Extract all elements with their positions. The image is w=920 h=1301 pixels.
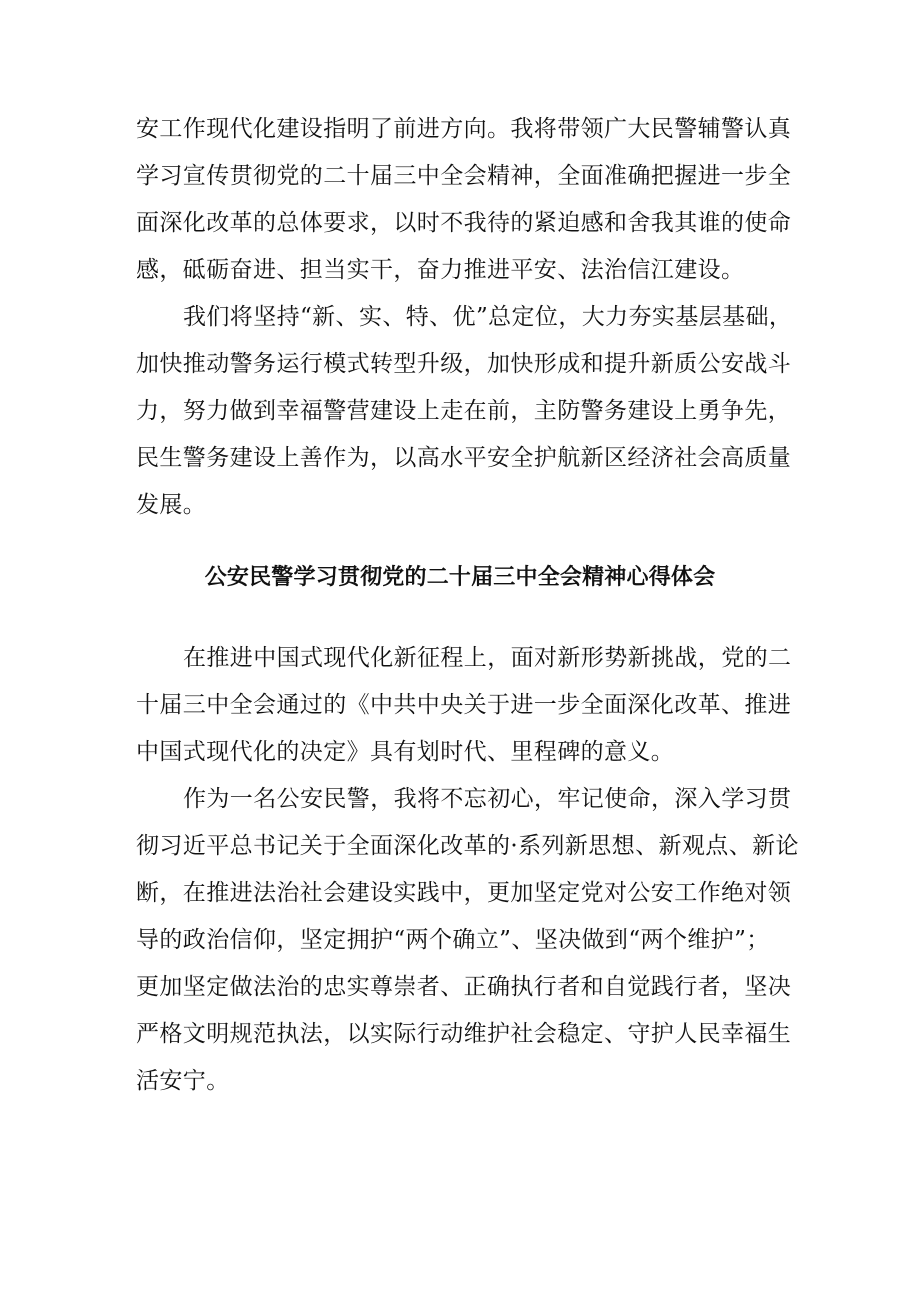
paragraph-line: 中国式现代化的决定》具有划时代、里程碑的意义。 xyxy=(136,739,675,765)
paragraph-line: 活安宁。 xyxy=(136,1068,230,1094)
fourth-paragraph xyxy=(136,776,799,1105)
paragraph-line: 面深化改革的总体要求，以时不我待的紧迫感和舍我其谁的使命 xyxy=(136,210,792,236)
paragraph-line: 民生警务建设上善作为，以高水平安全护航新区经济社会高质量 xyxy=(136,445,792,471)
second-paragraph xyxy=(136,294,792,529)
bottom-section xyxy=(136,635,799,1105)
paragraph-line: 力，努力做到幸福警营建设上走在前，主防警务建设上勇争先， xyxy=(136,398,792,424)
document-title: 公安民警学习贯彻党的二十届三中全会精神心得体会 xyxy=(204,564,716,590)
top-section xyxy=(136,106,792,529)
paragraph-line: 严格文明规范执法，以实际行动维护社会稳定、守护人民幸福生 xyxy=(136,1021,792,1047)
paragraph-line: 学习宣传贯彻党的二十届三中全会精神，全面准确把握进一步全 xyxy=(136,163,792,189)
paragraph-line: 安工作现代化建设指明了前进方向。我将带领广大民警辅警认真 xyxy=(136,116,792,142)
paragraph-line: 更加坚定做法治的忠实尊崇者、正确执行者和自觉践行者，坚决 xyxy=(136,974,792,1000)
paragraph-line: 断，在推进法治社会建设实践中，更加坚定党对公安工作绝对领 xyxy=(136,880,792,906)
paragraph-line: 导的政治信仰，坚定拥护“两个确立”、坚决做到“两个维护”； xyxy=(136,927,770,953)
paragraph-line: 感，砥砺奋进、担当实干，奋力推进平安、法治信江建设。 xyxy=(136,257,745,283)
paragraph-line: 作为一名公安民警，我将不忘初心，牢记使命，深入学习贯 xyxy=(183,786,792,812)
paragraph-line: 在推进中国式现代化新征程上，面对新形势新挑战，党的二 xyxy=(183,645,792,671)
paragraph-line: 发展。 xyxy=(136,492,207,518)
paragraph-line: 十届三中全会通过的《中共中央关于进一步全面深化改革、推进 xyxy=(136,692,792,718)
intro-paragraph xyxy=(136,106,792,294)
paragraph-line: 我们将坚持“新、实、特、优”总定位，大力夯实基层基础， xyxy=(183,304,793,330)
paragraph-line: 彻习近平总书记关于全面深化改革的·系列新思想、新观点、新论 xyxy=(136,833,799,859)
third-paragraph xyxy=(136,635,792,776)
paragraph-line: 加快推动警务运行模式转型升级，加快形成和提升新质公安战斗 xyxy=(136,351,792,377)
